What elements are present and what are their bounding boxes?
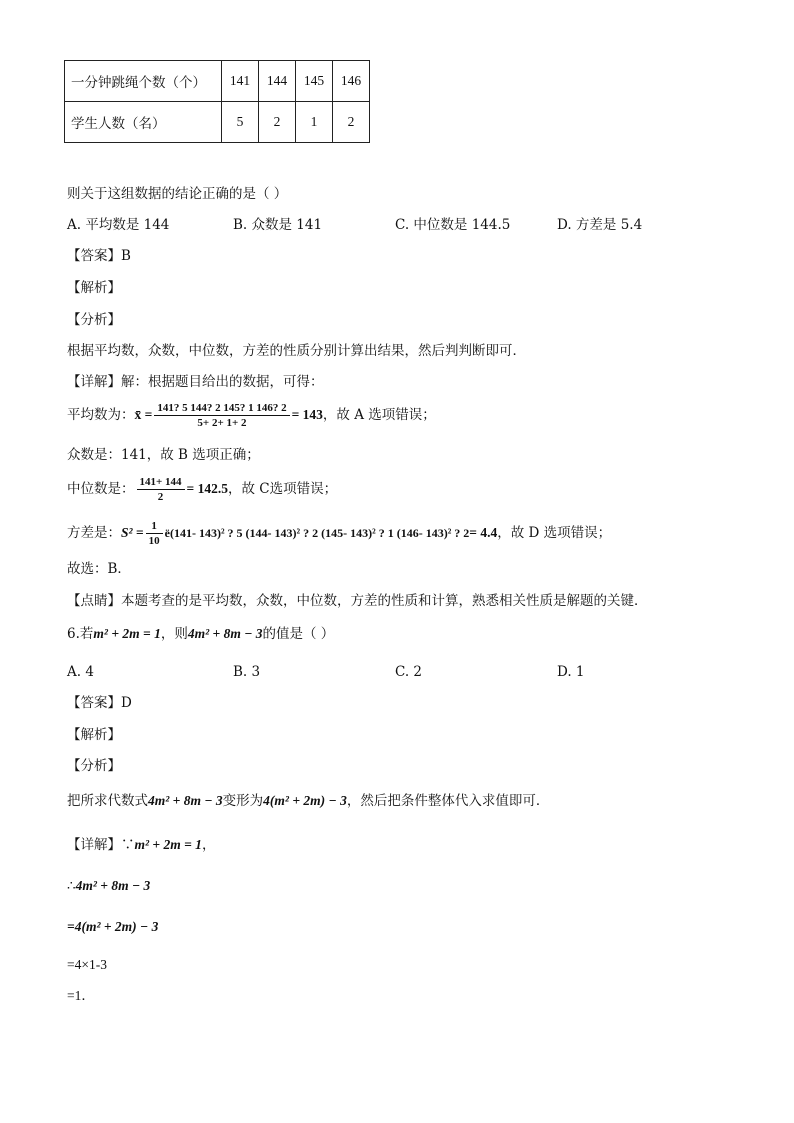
variance-rhs: = 4.4: [469, 525, 498, 540]
q6-analysis-tag: 【解析】: [67, 727, 121, 743]
q5-option-a: A. 平均数是 144: [67, 217, 170, 233]
mean-label: 平均数为：: [67, 407, 135, 423]
q5-option-c: C. 中位数是 144.5: [395, 217, 511, 233]
answer-tag: 【答案】: [67, 248, 121, 264]
table-cell: 146: [333, 61, 370, 102]
q6-tail: 的值是（ ）: [262, 626, 335, 642]
therefore-symbol: ∴: [67, 878, 76, 894]
table-cell: 141: [222, 61, 259, 102]
variance-label: 方差是：: [67, 525, 121, 541]
q6-step2: =4(m² + 2m) − 3: [67, 919, 159, 934]
detail-comma: ，: [201, 837, 216, 853]
row-label-students: 学生人数（名）: [65, 102, 222, 143]
fenxi-expr2: 4(m² + 2m) − 3: [263, 793, 347, 808]
detail-condition: m² + 2m = 1: [134, 837, 202, 852]
variance-lhs: S² =: [121, 525, 144, 540]
q5-dianjing: [67, 592, 648, 610]
mean-rhs: = 143: [291, 407, 323, 422]
table-cell: 2: [333, 102, 370, 143]
q6-condition: m² + 2m = 1: [93, 626, 161, 641]
fenxi-expr1: 4m² + 8m − 3: [148, 793, 223, 808]
q6-option-d: D. 1: [557, 664, 585, 680]
q5-mean-line: [67, 398, 436, 432]
q5-variance-line: [67, 516, 611, 550]
mean-numerator: 141? 5 144? 2 145? 1 146? 2: [154, 401, 289, 416]
q5-option-d: D. 方差是 5.4: [557, 217, 643, 233]
variance-expression: ë(141- 143)² ? 5 (144- 143)² ? 2 (145- 143)² ? 1 (146- 143)² ? 2: [164, 526, 470, 540]
step1-expression: 4m² + 8m − 3: [75, 878, 151, 893]
q6-question: [67, 625, 334, 643]
fenxi-b: 变形为: [222, 793, 264, 809]
median-denominator: 2: [157, 491, 164, 503]
fenxi-a: 把所求代数式: [67, 793, 148, 809]
median-numerator: 141+ 144: [137, 475, 185, 490]
q6-number: 6.若: [67, 626, 94, 642]
row-label-count: 一分钟跳绳个数（个）: [65, 61, 222, 102]
q6-expression: 4m² + 8m − 3: [187, 626, 263, 641]
q5-answer: [67, 247, 131, 265]
table-cell: 1: [296, 102, 333, 143]
dianjing-tag: 【点睛】: [67, 593, 121, 609]
mean-denominator: 5+ 2+ 1+ 2: [197, 417, 247, 429]
q6-step1: [67, 877, 150, 895]
answer-value: B: [121, 248, 131, 264]
table-cell: 145: [296, 61, 333, 102]
detail-text: 解：根据题目给出的数据，可得：: [121, 374, 324, 390]
q6-step3: =4×1-3: [67, 957, 107, 972]
q5-fenxi-text: 根据平均数，众数，中位数，方差的性质分别计算出结果，然后判判断即可．: [67, 343, 526, 359]
variance-denominator: 10: [148, 535, 160, 547]
answer-value: D: [121, 695, 132, 711]
q5-median-line: [67, 472, 337, 506]
q5-choose: 故选：B．: [67, 561, 131, 577]
q6-mid: ，则: [160, 626, 188, 642]
jump-rope-table: [64, 60, 370, 143]
median-tail: ，故 C选项错误；: [227, 481, 338, 497]
q6-fenxi-tag: 【分析】: [67, 758, 121, 774]
median-rhs: = 142.5: [186, 481, 228, 496]
q6-option-c: C. 2: [395, 664, 423, 680]
q6-option-b: B. 3: [233, 664, 261, 680]
table-cell: 5: [222, 102, 259, 143]
variance-fraction: [146, 519, 163, 548]
q6-answer: [67, 694, 132, 712]
answer-tag: 【答案】: [67, 695, 121, 711]
mean-fraction: [154, 401, 289, 430]
median-fraction: [137, 475, 185, 504]
variance-tail: ，故 D 选项错误；: [497, 525, 612, 541]
q5-detail: [67, 373, 324, 391]
median-label: 中位数是：: [67, 481, 135, 497]
table-cell: 144: [259, 61, 296, 102]
fenxi-c: ，然后把条件整体代入求值即可．: [346, 793, 550, 809]
table-cell: 2: [259, 102, 296, 143]
mean-tail: ，故 A 选项错误；: [322, 407, 436, 423]
q5-option-b: B. 众数是 141: [233, 217, 323, 233]
q5-question: 则关于这组数据的结论正确的是（ ）: [67, 186, 288, 202]
table-row: [65, 102, 370, 143]
mean-lhs: x̄ =: [134, 407, 153, 422]
q5-mode-line: 众数是：141，故 B 选项正确；: [67, 447, 260, 463]
detail-tag: 【详解】: [67, 374, 121, 390]
q5-analysis-tag: 【解析】: [67, 280, 121, 296]
table-row: [65, 61, 370, 102]
detail-tag: 【详解】: [67, 837, 121, 853]
q6-fenxi-text: [67, 792, 549, 810]
because-symbol: ∵: [121, 837, 135, 853]
q5-fenxi-tag: 【分析】: [67, 312, 121, 328]
q6-step4: =1．: [67, 988, 95, 1003]
dianjing-text: 本题考查的是平均数，众数，中位数，方差的性质和计算，熟悉相关性质是解题的关键．: [121, 593, 648, 609]
variance-numerator: 1: [146, 519, 163, 534]
q6-detail: [67, 836, 215, 854]
q6-option-a: A. 4: [67, 664, 94, 680]
